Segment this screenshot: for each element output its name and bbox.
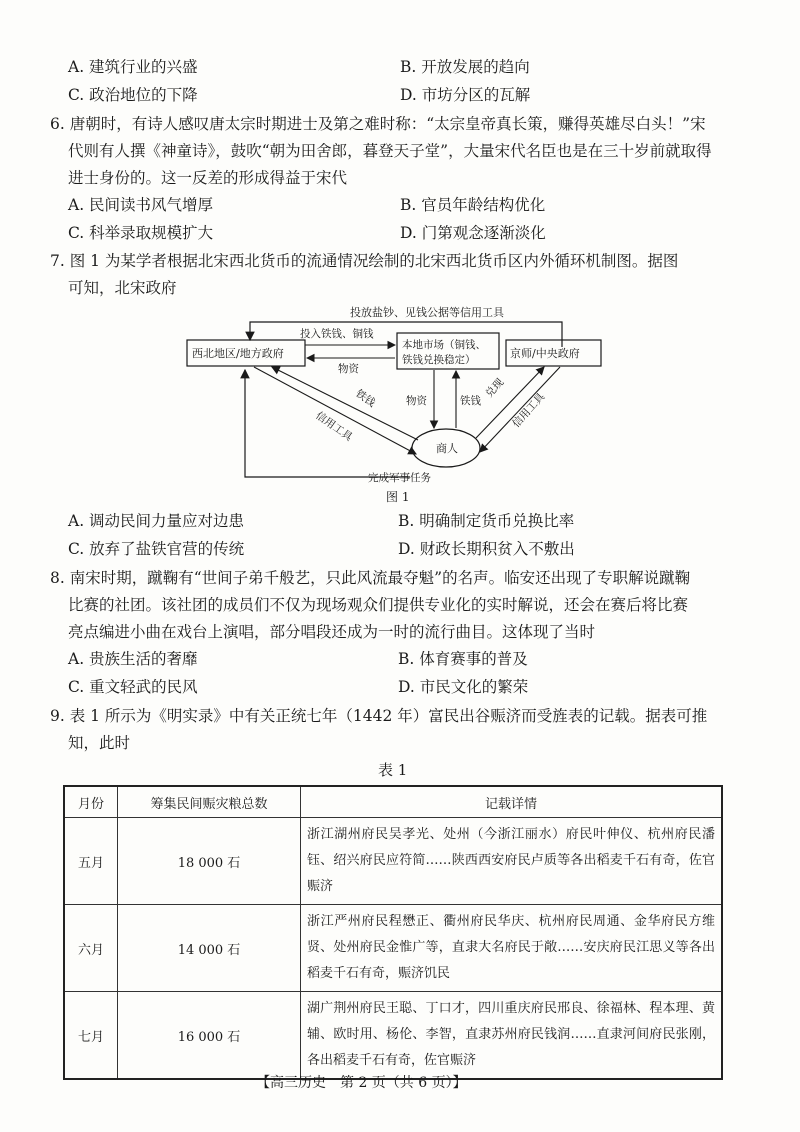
row-month: 七月 (64, 992, 118, 1080)
q8-option-b[interactable]: B. 体育赛事的普及 (398, 650, 528, 668)
bottom-flow-label: 完成军事任务 (368, 472, 431, 484)
q8-stem-line1: 8. 南宋时期，蹴鞠有“世间子弟千般艺，只此风流最夺魁”的名声。临安还出现了专职解说蹴鞠 (50, 569, 691, 587)
node-market-label-2: 铁钱兑换稳定） (402, 354, 476, 366)
q7-stem-line1: 7. 图 1 为某学者根据北宋西北货币的流通情况绘制的北宋西北货币区内外循环机制图。据图 (50, 252, 679, 270)
row-amount: 14 000 石 (118, 905, 301, 992)
q7-option-c[interactable]: C. 放弃了盐铁官营的传统 (68, 540, 245, 558)
table-row (64, 818, 722, 905)
label-exchange: 兑现 (483, 376, 507, 401)
q6-option-a[interactable]: A. 民间读书风气增厚 (68, 196, 214, 214)
q7-option-d[interactable]: D. 财政长期积贫入不敷出 (398, 540, 575, 558)
label-iron-left: 铁钱 (353, 387, 378, 410)
q5-option-a[interactable]: A. 建筑行业的兴盛 (68, 58, 198, 76)
figure1-diagram (150, 300, 620, 490)
label-goods-left: 物资 (338, 363, 359, 375)
q8-option-a[interactable]: A. 贵族生活的奢靡 (68, 650, 198, 668)
q6-stem-line1: 6. 唐朝时，有诗人感叹唐太宗时期进士及第之难时称：“太宗皇帝真长策，赚得英雄尽白头！”宋 (50, 115, 706, 133)
page-footer: 【高三历史 第 2 页（共 6 页）】 (256, 1075, 467, 1091)
label-iron-mid: 铁钱 (460, 395, 481, 407)
q8-option-c[interactable]: C. 重文轻武的民风 (68, 678, 198, 696)
table-row (64, 905, 722, 992)
q9-stem-line1: 9. 表 1 所示为《明实录》中有关正统七年（1442 年）富民出谷赈济而受旌表的记载。据表可推 (50, 707, 708, 725)
label-credit-right: 信用工具 (510, 390, 548, 431)
q6-stem-line3: 进士身份的。这一反差的形成得益于宋代 (68, 169, 348, 187)
table-header-detail: 记载详情 (301, 786, 723, 818)
row-detail: 浙江严州府民程懋正、衢州府民华庆、杭州府民周通、金华府民方维贤、处州府民金惟广等，直隶大名府民于敞……安庆府民江思义等各出稻麦千石有奇，赈济饥民 (301, 905, 723, 992)
node-capital-label: 京师/中央政府 (510, 347, 580, 360)
node-northwest-label: 西北地区/地方政府 (192, 347, 284, 360)
figure1-caption: 图 1 (386, 490, 410, 504)
row-detail: 浙江湖州府民吴孝光、处州（今浙江丽水）府民叶伸仪、杭州府民潘钰、绍兴府民应符简……陕西西安府民卢质等各出稻麦千石有奇，佐官赈济 (301, 818, 723, 905)
arrow-credit-right (480, 367, 560, 452)
node-merchant-label: 商人 (436, 442, 458, 455)
q7-option-a[interactable]: A. 调动民间力量应对边患 (68, 512, 245, 530)
q9-stem-line2: 知，此时 (68, 734, 131, 752)
row-amount: 18 000 石 (118, 818, 301, 905)
q5-option-c[interactable]: C. 政治地位的下降 (68, 86, 198, 104)
q8-stem-line3: 亮点编进小曲在戏台上演唱，部分唱段还成为一时的流行曲目。这体现了当时 (68, 623, 596, 641)
table-header-amount: 筹集民间赈灾粮总数 (118, 786, 301, 818)
arrow-credit-left (254, 367, 416, 454)
label-goods-mid: 物资 (406, 395, 427, 407)
q6-stem-line2: 代则有人撰《神童诗》，鼓吹“朝为田舍郎，暮登天子堂”，大量宋代名臣也是在三十岁前就取得 (68, 142, 712, 160)
top-flow-label: 投放盐钞、见钱公据等信用工具 (350, 306, 504, 319)
table1-caption: 表 1 (378, 761, 408, 779)
table-row (64, 992, 722, 1080)
q8-stem-line2: 比赛的社团。该社团的成员们不仅为现场观众们提供专业化的实时解说，还会在赛后将比赛 (68, 596, 689, 614)
row-month: 五月 (64, 818, 118, 905)
q6-option-d[interactable]: D. 门第观念逐渐淡化 (400, 224, 546, 242)
table1 (63, 785, 723, 1080)
row-month: 六月 (64, 905, 118, 992)
q5-option-b[interactable]: B. 开放发展的趋向 (400, 58, 530, 76)
q7-option-b[interactable]: B. 明确制定货币兑换比率 (398, 512, 575, 530)
q8-option-d[interactable]: D. 市民文化的繁荣 (398, 678, 529, 696)
node-market-label-1: 本地市场（铜钱、 (402, 339, 486, 351)
label-copper-iron: 投入铁钱、铜钱 (300, 328, 374, 340)
q6-option-b[interactable]: B. 官员年龄结构优化 (400, 196, 546, 214)
q7-stem-line2: 可知，北宋政府 (68, 279, 177, 297)
q6-option-c[interactable]: C. 科举录取规模扩大 (68, 224, 214, 242)
label-credit-left: 信用工具 (313, 409, 355, 444)
row-detail: 湖广荆州府民王聪、丁口才，四川重庆府民邢良、徐福林、程本理、黄辅、欧时用、杨伦、李智，直隶苏州府民钱润……直隶河间府民张刚，各出稻麦千石有奇，佐官赈济 (301, 992, 723, 1080)
q5-option-d[interactable]: D. 市坊分区的瓦解 (400, 86, 531, 104)
table-header-month: 月份 (64, 786, 118, 818)
table-header-row (64, 786, 722, 818)
row-amount: 16 000 石 (118, 992, 301, 1080)
